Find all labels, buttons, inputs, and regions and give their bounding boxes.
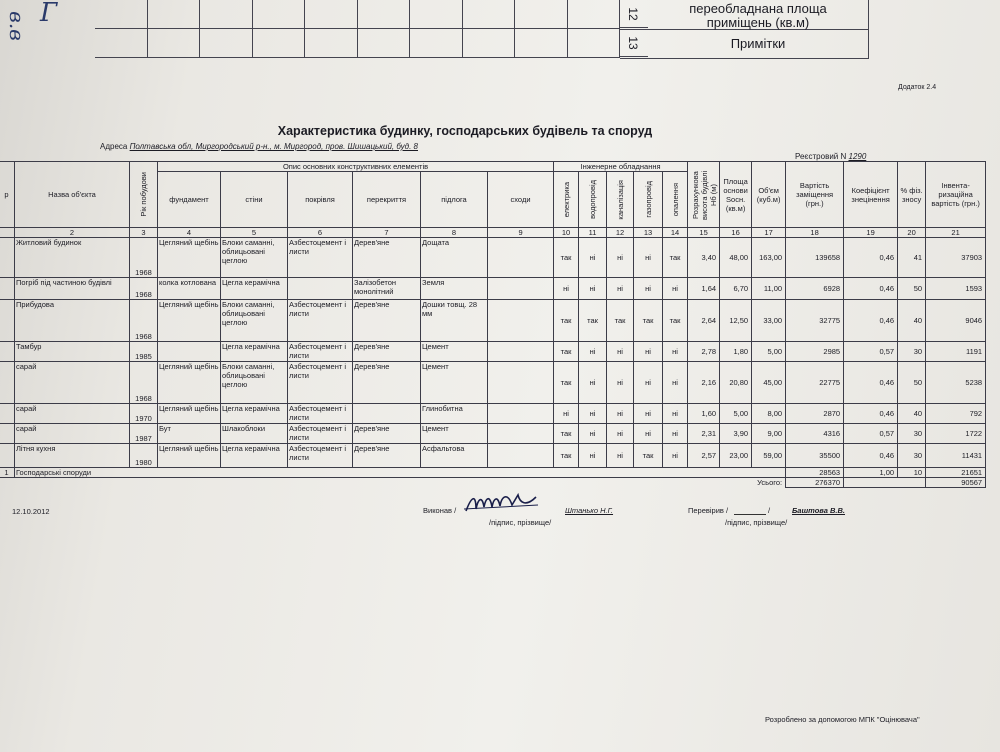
cell-floor: Асфальтова	[421, 444, 488, 468]
cell-s: ні	[607, 238, 634, 278]
cell-year: 1980	[130, 444, 158, 468]
cell-year: 1970	[130, 404, 158, 424]
cell-height: 2,57	[688, 444, 720, 468]
row-number-cell	[0, 404, 15, 424]
cell-ceiling: Дерев'яне	[353, 424, 421, 444]
document-title: Характеристика будинку, господарських будівель та споруд	[277, 124, 653, 138]
row-number-cell	[0, 424, 15, 444]
cell-w: так	[579, 300, 607, 342]
group-header-engineering: Інженерне обладнання	[554, 162, 688, 172]
address-value: Полтавська обл, Миргородський р-н., м. Миргород, пров. Шишацький, буд. 8	[129, 142, 418, 151]
address-line	[100, 142, 418, 151]
previous-row-13	[620, 29, 869, 59]
total-label: Усього:	[0, 478, 786, 488]
cell-roof: Азбестоцемент і листи	[288, 342, 353, 362]
cell-roof: Азбестоцемент і листи	[288, 238, 353, 278]
cell-cost: 2985	[786, 342, 844, 362]
cell-roof	[288, 278, 353, 300]
cell-volume: 163,00	[752, 238, 786, 278]
cell-stairs	[488, 238, 554, 278]
cell-roof: Азбестоцемент і листи	[288, 300, 353, 342]
cell-roof: Азбестоцемент і листи	[288, 404, 353, 424]
cell-w: ні	[579, 342, 607, 362]
cell-wear: 50	[898, 362, 926, 404]
cell-area: 12,50	[720, 300, 752, 342]
cell-foundation: Цегляний щебінь	[158, 238, 221, 278]
cell-height: 1,60	[688, 404, 720, 424]
cell-name: Літня кухня	[15, 444, 130, 468]
cell-coef: 0,46	[844, 238, 898, 278]
total-inventory: 90567	[926, 478, 986, 488]
cell-h: так	[663, 238, 688, 278]
cell-w: ні	[579, 444, 607, 468]
cell-e: так	[554, 444, 579, 468]
cell-e: ні	[554, 278, 579, 300]
cell-height: 2,78	[688, 342, 720, 362]
previous-row-13-label: Примітки	[730, 36, 786, 51]
cell-wear: 10	[898, 468, 926, 478]
cell-wear: 40	[898, 300, 926, 342]
registry-number	[795, 152, 866, 161]
cell-s: так	[607, 300, 634, 342]
cell-ceiling: Дерев'яне	[353, 238, 421, 278]
cell-walls: Шлакоблоки	[221, 424, 288, 444]
column-number-cell: 15	[688, 228, 720, 238]
cell-g: ні	[634, 238, 663, 278]
col-header-roof: покрівля	[288, 172, 353, 228]
cell-e: так	[554, 342, 579, 362]
document-date: 12.10.2012	[12, 507, 50, 516]
column-number-cell: 11	[579, 228, 607, 238]
cell-ceiling: Дерев'яне	[353, 362, 421, 404]
group-header-construction: Опис основних конструктивних елементів	[158, 162, 554, 172]
cell-year: 1987	[130, 424, 158, 444]
cell-height: 2,16	[688, 362, 720, 404]
col-header-height: Розрахункова висота будівлі Нб (м)	[690, 169, 718, 220]
cell-inv: 1722	[926, 424, 986, 444]
cell-h: ні	[663, 424, 688, 444]
cell-year: 1968	[130, 278, 158, 300]
cell-foundation: Бут	[158, 424, 221, 444]
column-number-cell: 7	[353, 228, 421, 238]
row-number-cell: 1	[0, 468, 15, 478]
cell-name: сарай	[15, 362, 130, 404]
performed-name: Штанько Н.Г.	[565, 506, 614, 515]
cell-ceiling: Дерев'яне	[353, 342, 421, 362]
col-header-stairs: сходи	[488, 172, 554, 228]
cell-foundation: Цегляний щебінь	[158, 444, 221, 468]
cell-height: 2,64	[688, 300, 720, 342]
cell-ceiling	[353, 404, 421, 424]
cell-wear: 40	[898, 404, 926, 424]
cell-area: 5,00	[720, 404, 752, 424]
cell-name: Тамбур	[15, 342, 130, 362]
cell-e: так	[554, 424, 579, 444]
cell-name: Погріб під частиною будівлі	[15, 278, 130, 300]
cell-coef: 0,46	[844, 278, 898, 300]
col-header-num: р	[0, 162, 15, 228]
cell-g: ні	[634, 278, 663, 300]
cell-g: ні	[634, 342, 663, 362]
cell-ceiling: Дерев'яне	[353, 444, 421, 468]
col-header-year: Рік побудови	[139, 172, 148, 217]
cell-g: ні	[634, 404, 663, 424]
cell-coef: 0,46	[844, 362, 898, 404]
cell-walls: Блоки саманні, облицьовані цеглою	[221, 362, 288, 404]
cell-roof: Азбестоцемент і листи	[288, 424, 353, 444]
cell-ceiling: Залізобетон монолітний	[353, 278, 421, 300]
address-label: Адреса	[100, 142, 128, 151]
cell-inv: 1593	[926, 278, 986, 300]
cell-area: 48,00	[720, 238, 752, 278]
column-number-cell: 18	[786, 228, 844, 238]
column-number-cell: 10	[554, 228, 579, 238]
cell-floor: Цемент	[421, 342, 488, 362]
col-header-heating: опалення	[670, 182, 680, 217]
col-header-floor: підлога	[421, 172, 488, 228]
cell-foundation	[158, 342, 221, 362]
previous-row-12-label-1: переобладнана площа	[689, 1, 827, 16]
cell-wear: 30	[898, 424, 926, 444]
column-number-cell: 20	[898, 228, 926, 238]
cell-year: 1968	[130, 238, 158, 278]
cell-walls: Цегла керамічна	[221, 444, 288, 468]
cell-floor: Земля	[421, 278, 488, 300]
col-header-wear: % фіз. зносу	[898, 162, 926, 228]
cell-coef: 0,46	[844, 404, 898, 424]
checked-label: Перевірив /	[688, 506, 729, 515]
table-row	[0, 424, 986, 444]
cell-height: 2,31	[688, 424, 720, 444]
cell-stairs	[488, 404, 554, 424]
row-number-cell	[0, 278, 15, 300]
column-number-cell: 3	[130, 228, 158, 238]
cell-g: так	[634, 444, 663, 468]
cell-stairs	[488, 424, 554, 444]
cell-s: ні	[607, 424, 634, 444]
cell-h: ні	[663, 342, 688, 362]
column-number-cell: 6	[288, 228, 353, 238]
cell-name: сарай	[15, 404, 130, 424]
cell-s: ні	[607, 342, 634, 362]
cell-floor: Цемент	[421, 424, 488, 444]
cell-e: так	[554, 362, 579, 404]
table-row	[0, 404, 986, 424]
cell-floor: Дощата	[421, 238, 488, 278]
table-row	[0, 362, 986, 404]
cell-wear: 30	[898, 444, 926, 468]
col-header-volume: Об'єм (куб.м)	[752, 162, 786, 228]
cell-g: так	[634, 300, 663, 342]
table-row	[0, 278, 986, 300]
cell-roof: Азбестоцемент і листи	[288, 362, 353, 404]
cell-year: 1985	[130, 342, 158, 362]
cell-w: ні	[579, 404, 607, 424]
cell-volume: 8,00	[752, 404, 786, 424]
cell-coef: 0,46	[844, 300, 898, 342]
row-number-cell	[0, 300, 15, 342]
cell-foundation: Цегляний щебінь	[158, 404, 221, 424]
table-row	[0, 238, 986, 278]
handwritten-mark: Г	[40, 0, 58, 28]
cell-wear: 41	[898, 238, 926, 278]
cell-coef: 1,00	[844, 468, 898, 478]
cell-cost: 32775	[786, 300, 844, 342]
cell-walls: Блоки саманні, облицьовані цеглою	[221, 238, 288, 278]
cell-walls: Блоки саманні, облицьовані цеглою	[221, 300, 288, 342]
performed-sign-caption: /підпис, прізвище/	[489, 518, 552, 527]
cell-volume: 9,00	[752, 424, 786, 444]
col-header-sewer: каналізація	[615, 179, 625, 220]
cell-wear: 30	[898, 342, 926, 362]
cell-area: 23,00	[720, 444, 752, 468]
cell-wear: 50	[898, 278, 926, 300]
col-header-foundation: фундамент	[158, 172, 221, 228]
cell-stairs	[488, 300, 554, 342]
cell-area: 20,80	[720, 362, 752, 404]
cell-foundation: Цегляний щебінь	[158, 362, 221, 404]
cell-volume: 33,00	[752, 300, 786, 342]
handwritten-mark-2: в.в	[4, 11, 29, 41]
cell-name: Житловий будинок	[15, 238, 130, 278]
cell-foundation: колка котлована	[158, 278, 221, 300]
table-row-total	[0, 478, 986, 488]
buildings-table	[0, 161, 986, 488]
row-number-cell	[0, 342, 15, 362]
column-number-row	[0, 228, 986, 238]
cell-h: ні	[663, 278, 688, 300]
cell-name: Прибудова	[15, 300, 130, 342]
cell-cost: 35500	[786, 444, 844, 468]
previous-row-13-number: 13	[619, 30, 648, 57]
col-header-coef: Коефіцієнт знецінення	[844, 162, 898, 228]
column-number-cell	[0, 228, 15, 238]
cell-floor: Глинобитна	[421, 404, 488, 424]
cell-g: ні	[634, 424, 663, 444]
cell-h: так	[663, 300, 688, 342]
cell-stairs	[488, 362, 554, 404]
cell-cost: 6928	[786, 278, 844, 300]
previous-row-12-number: 12	[619, 1, 648, 28]
cell-area: 1,80	[720, 342, 752, 362]
performed-label: Виконав /	[423, 506, 457, 515]
col-header-water: водопровід	[588, 180, 598, 219]
cell-s: ні	[607, 404, 634, 424]
cell-w: ні	[579, 278, 607, 300]
cell-inv: 5238	[926, 362, 986, 404]
previous-row-12	[620, 0, 869, 30]
cell-e: ні	[554, 404, 579, 424]
cell-inv: 37903	[926, 238, 986, 278]
table-row	[0, 300, 986, 342]
cell-year: 1968	[130, 362, 158, 404]
cell-cost: 28563	[786, 468, 844, 478]
previous-sheet-strip	[0, 0, 870, 58]
col-header-cost: Вартість заміщення (грн.)	[786, 162, 844, 228]
signature-image	[462, 491, 540, 517]
cell-s: ні	[607, 278, 634, 300]
cell-h: ні	[663, 444, 688, 468]
cell-h: ні	[663, 362, 688, 404]
cell-height: 3,40	[688, 238, 720, 278]
col-header-electric: електрика	[561, 181, 571, 218]
buildings-table-body	[0, 238, 986, 488]
cell-area: 6,70	[720, 278, 752, 300]
cell-name: Господарські споруди	[15, 468, 786, 478]
cell-coef: 0,57	[844, 342, 898, 362]
cell-cost: 4316	[786, 424, 844, 444]
cell-walls: Цегла керамічна	[221, 342, 288, 362]
col-header-walls: стіни	[221, 172, 288, 228]
checked-sign-line	[734, 514, 766, 515]
checked-name: Баштова В.В.	[792, 506, 845, 515]
cell-cost: 139658	[786, 238, 844, 278]
appendix-label: Додаток 2.4	[898, 84, 937, 91]
cell-year: 1968	[130, 300, 158, 342]
cell-area: 3,90	[720, 424, 752, 444]
cell-g: ні	[634, 362, 663, 404]
cell-cost: 22775	[786, 362, 844, 404]
cell-inv: 1191	[926, 342, 986, 362]
cell-walls: Цегла керамічна	[221, 404, 288, 424]
cell-w: ні	[579, 424, 607, 444]
registry-value: 1290	[848, 152, 867, 161]
cell-floor: Цемент	[421, 362, 488, 404]
column-number-cell: 21	[926, 228, 986, 238]
col-header-area: Площа основи Sосн. (кв.м)	[720, 162, 752, 228]
cell-height: 1,64	[688, 278, 720, 300]
cell-inv: 792	[926, 404, 986, 424]
cell-coef: 0,57	[844, 424, 898, 444]
cell-foundation: Цегляний щебінь	[158, 300, 221, 342]
col-header-name: Назва об'єкта	[15, 162, 130, 228]
cell-inv: 11431	[926, 444, 986, 468]
column-number-cell: 4	[158, 228, 221, 238]
column-number-cell: 13	[634, 228, 663, 238]
cell-stairs	[488, 444, 554, 468]
cell-volume: 5,00	[752, 342, 786, 362]
cell-volume: 45,00	[752, 362, 786, 404]
row-number-cell	[0, 238, 15, 278]
cell-e: так	[554, 238, 579, 278]
column-number-cell: 5	[221, 228, 288, 238]
column-number-cell: 19	[844, 228, 898, 238]
previous-sheet-grid	[95, 0, 620, 58]
cell-e: так	[554, 300, 579, 342]
cell-w: ні	[579, 238, 607, 278]
checked-sign-caption: /підпис, прізвище/	[725, 518, 788, 527]
cell-stairs	[488, 278, 554, 300]
column-number-cell: 16	[720, 228, 752, 238]
column-number-cell: 14	[663, 228, 688, 238]
row-number-cell	[0, 362, 15, 404]
cell-s: ні	[607, 444, 634, 468]
column-number-cell: 12	[607, 228, 634, 238]
column-number-cell: 8	[421, 228, 488, 238]
cell-name: сарай	[15, 424, 130, 444]
col-header-inventory: Інвента-ризаційна вартість (грн.)	[926, 162, 986, 228]
table-row-structures	[0, 468, 986, 478]
row-number-cell	[0, 444, 15, 468]
column-number-cell: 17	[752, 228, 786, 238]
cell-coef: 0,46	[844, 444, 898, 468]
col-header-gas: газопровід	[643, 181, 653, 218]
table-row	[0, 444, 986, 468]
total-cost: 276370	[786, 478, 844, 488]
cell-stairs	[488, 342, 554, 362]
cell-ceiling: Дерев'яне	[353, 300, 421, 342]
cell-cost: 2870	[786, 404, 844, 424]
cell-h: ні	[663, 404, 688, 424]
previous-row-12-label-2: приміщень (кв.м)	[706, 15, 810, 30]
cell-volume: 11,00	[752, 278, 786, 300]
column-number-cell: 9	[488, 228, 554, 238]
cell-s: ні	[607, 362, 634, 404]
table-row	[0, 342, 986, 362]
cell-floor: Дошки товщ. 28 мм	[421, 300, 488, 342]
cell-inv: 9046	[926, 300, 986, 342]
registry-label: Реєстровий N	[795, 152, 847, 161]
cell-roof: Азбестоцемент і листи	[288, 444, 353, 468]
column-number-cell: 2	[15, 228, 130, 238]
software-footnote: Розроблено за допомогою МПК "Оцінювача"	[765, 715, 920, 724]
document-sheet: 12 переобладнана площа приміщень (кв.м) 13 Примітки Г в.в Додаток 2.4 Характеристика будинку, господарських будівель та споруд Адреса Полтавська обл, Миргородський р-н., м. Миргород, пров. Шишацький, буд. 8 Реєстровий N 1290 р Назва об'єкта Рік побудови Опис основних конструктивних елементів Інженерне обладнання Розрахункова висота будівлі Нб (м) Площа основи Sосн. (кв.м) Об'єм (куб.м) Вартість заміщення (грн.) Коефіцієнт знецінення % фіз. зносу Інвента-ризаційна вартість (грн.) фундамент стіни покрівля перекриття підлога сходи електрика водопровід каналізація газопровід опалення 2 3 4 5 6 7 8 9 10 11 12 13 14 15 16 17 18 19 20 21 Житловий будинок 1968 Цегляний щебінь Блоки саманні, облицьовані цеглою Азбестоцемент і листи Дерев'яне Дощата так ні ні ні так 3,40 48,00 163,00 139658 0,46 41 37903 Погріб під частиною будівлі 1968 колка котлована Цегла керамічна Залізобетон монолітний Земля ні ні ні ні ні 1,64 6,70 11,00 6928 0,46 50 1593 Прибудова 1968 Цегляний щебінь Блоки саманні, облицьовані цеглою Азбестоцемент і листи Дерев'яне Дошки товщ. 28 мм так так так так так 2,64 12,50 33,00 32775 0,46 40 9046 Тамбур 1985 Цегла керамічна Азбестоцемент і листи Дерев'яне Цемент так ні ні ні ні 2,78 1,80 5,00 2985 0,57 30 1191 сарай 1968 Цегляний щебінь Блоки саманні, облицьовані цеглою Азбестоцемент і листи Дерев'яне Цемент так ні ні ні ні 2,16 20,80 45,00 22775 0,46 50 5238 сарай 1970 Цегляний щебінь Цегла керамічна Азбестоцемент і листи Глинобитна ні ні ні ні ні 1,60 5,00 8,00 2870 0,46 40 792 сарай 1987 Бут Шлакоблоки Азбестоцемент і листи Дерев'яне Цемент так ні ні ні ні 2,31 3,90 9,00 4316 0,57 30 1722 Літня кухня 1980 Цегляний щебінь Цегла керамічна Азбестоцемент і листи Дерев'яне Асфальтова так ні ні так ні 2,57 23,00 59,00 35500 0,46 30 11431 1 Господарські споруди 28563 1,00 10 21651 Усього: 276370 90567 12.10.2012 Виконав / Штанько Н.Г. /підпис, прізвище/ Перевірив / / Баштова В.В. /підпис, прізвище/ Розроблено за допомогою МПК "Оцінювача"	[0, 0, 1000, 752]
cell-inv: 21651	[926, 468, 986, 478]
cell-w: ні	[579, 362, 607, 404]
cell-walls: Цегла керамічна	[221, 278, 288, 300]
cell-volume: 59,00	[752, 444, 786, 468]
col-header-ceiling: перекриття	[353, 172, 421, 228]
